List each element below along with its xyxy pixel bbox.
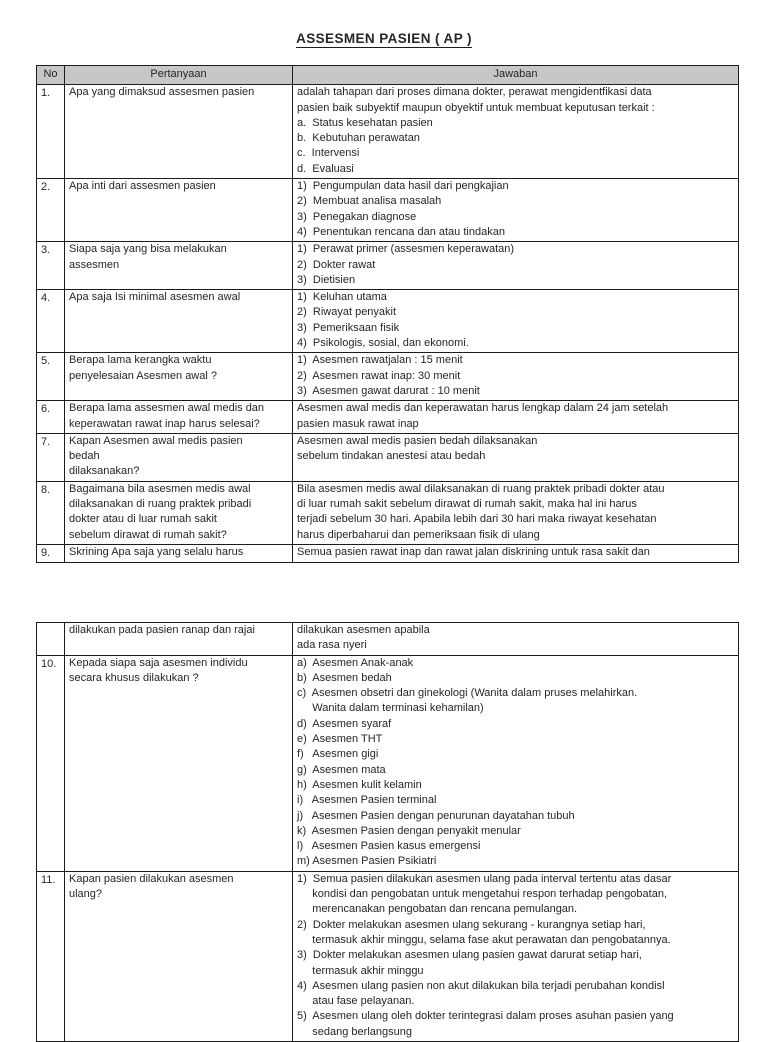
cell-no: 5. <box>41 355 51 368</box>
table-row <box>37 289 738 352</box>
cell-no: 11. <box>41 873 56 886</box>
cell-answer: Asesmen awal medis dan keperawatan harus lengkap dalam 24 jam setelah pasien masuk rawat inap <box>292 401 738 433</box>
table-row <box>37 481 738 544</box>
cell-no <box>37 623 64 655</box>
cell-answer: 1) Perawat primer (assesmen keperawatan) 2) Dokter rawat 3) Dietisien <box>292 242 738 289</box>
cell-answer: 1) Asesmen rawatjalan : 15 menit 2) Asesmen rawat inap: 30 menit 3) Asesmen gawat darurat : 10 menit <box>292 353 738 400</box>
table-row <box>37 84 738 178</box>
cell-question: Apa yang dimaksud assesmen pasien <box>64 85 292 178</box>
header-cell-no: No <box>43 68 58 80</box>
cell-no: 10. <box>41 657 57 670</box>
cell-answer: Asesmen awal medis pasien bedah dilaksanakan sebelum tindakan anestesi atau bedah <box>292 434 738 481</box>
table-row <box>37 352 738 400</box>
cell-question: Skrining Apa saja yang selalu harus <box>64 545 292 562</box>
cell-answer: 1) Pengumpulan data hasil dari pengkajian 2) Membuat analisa masalah 3) Penegakan diagnose 4) Penentukan rencana dan atau tindakan <box>292 179 738 241</box>
table-row <box>37 623 738 655</box>
cell-question: Apa saja Isi minimal asesmen awal <box>64 290 292 352</box>
cell-answer: 1) Keluhan utama 2) Riwayat penyakit 3) Pemeriksaan fisik 4) Psikologis, sosial, dan ekonomi. <box>292 290 738 352</box>
cell-answer: 1) Semua pasien dilakukan asesmen ulang pada interval tertentu atas dasar kondisi dan pengobatan untuk mengetahui respon terhadap pengobatan, merencanakan pengobatan dan rencana pemulangan. 2) Dokter melakukan asesmen ulang sekurang - kurangnya setiap hari, termasuk akhir minggu, selama fase akut perawatan dan pengobatannya. 3) Dokter melakukan asesmen ulang pasien gawat darurat setiap hari, termasuk akhir minggu 4) Asesmen ulang pasien non akut dilakukan bila terjadi perubahan kondisl atau fase pelayanan. 5) Asesmen ulang oleh dokter terintegrasi dalam proses asuhan pasien yang sedang berlangsung <box>292 872 738 1041</box>
cell-no: 1. <box>41 87 51 100</box>
table-header-row <box>37 66 738 84</box>
cell-answer: dilakukan asesmen apabila ada rasa nyeri <box>292 623 738 655</box>
cell-question: Kapan pasien dilakukan asesmen ulang? <box>64 872 292 1041</box>
table-row <box>37 241 738 289</box>
cell-no: 8. <box>41 483 51 496</box>
cell-no: 6. <box>41 403 51 416</box>
cell-question: Bagaimana bila asesmen medis awal dilaksanakan di ruang praktek pribadi dokter atau di luar rumah sakit sebelum dirawat di rumah sakit? <box>64 482 292 544</box>
header-cell-answer: Jawaban <box>292 66 738 84</box>
header-cell-question: Pertanyaan <box>64 66 292 84</box>
cell-no: 4. <box>41 292 51 305</box>
cell-question: Kapan Asesmen awal medis pasien bedah dilaksanakan? <box>64 434 292 481</box>
cell-no: 2. <box>41 181 51 194</box>
cell-question: Siapa saja yang bisa melakukan assesmen <box>64 242 292 289</box>
table-row <box>37 178 738 241</box>
table-row <box>37 544 738 562</box>
cell-question: Berapa lama kerangka waktu penyelesaian Asesmen awal ? <box>64 353 292 400</box>
cell-no: 9. <box>41 546 51 559</box>
cell-question: dilakukan pada pasien ranap dan rajai <box>64 623 292 655</box>
cell-answer: Semua pasien rawat inap dan rawat jalan diskrining untuk rasa sakit dan <box>292 545 738 562</box>
table-row <box>37 400 738 433</box>
qa-table-page1 <box>36 65 739 563</box>
cell-no: 3. <box>41 244 51 257</box>
cell-answer: adalah tahapan dari proses dimana dokter, perawat mengidentfikasi data pasien baik subyektif maupun obyektif untuk membuat keputusan terkait : a. Status kesehatan pasien b. Kebutuhan perawatan c. Intervensi d. Evaluasi <box>292 85 738 178</box>
table-row <box>37 655 738 871</box>
cell-question: Kepada siapa saja asesmen individu secara khusus dilakukan ? <box>64 656 292 871</box>
table-row <box>37 433 738 481</box>
cell-question: Berapa lama assesmen awal medis dan keperawatan rawat inap harus selesai? <box>64 401 292 433</box>
cell-no: 7. <box>41 435 51 448</box>
cell-answer: a) Asesmen Anak-anak b) Asesmen bedah c) Asesmen obsetri dan ginekologi (Wanita dalam pruses melahirkan. Wanita dalam terminasi kehamilan) d) Asesmen syaraf e) Asesmen THT f) Asesmen gigi g) Asesmen mata h) Asesmen kulit kelamin i) Asesmen Pasien terminal j) Asesmen Pasien dengan penurunan dayatahan tubuh k) Asesmen Pasien dengan penyakit menular l) Asesmen Pasien kasus emergensi m) Asesmen Pasien Psikiatri <box>292 656 738 871</box>
qa-table-page2 <box>36 622 739 1042</box>
table-row <box>37 871 738 1041</box>
cell-answer: Bila asesmen medis awal dilaksanakan di ruang praktek pribadi dokter atau di luar rumah sakit sebelum dirawat di rumah sakit, maka hal ini harus terjadi sebelum 30 hari. Apabila lebih dari 30 hari maka riwayat kesehatan harus diperbaharui dan pemeriksaan fisik di ulang <box>292 482 738 544</box>
page-title: ASSESMEN PASIEN ( AP ) <box>296 31 472 46</box>
cell-question: Apa inti dari assesmen pasien <box>64 179 292 241</box>
